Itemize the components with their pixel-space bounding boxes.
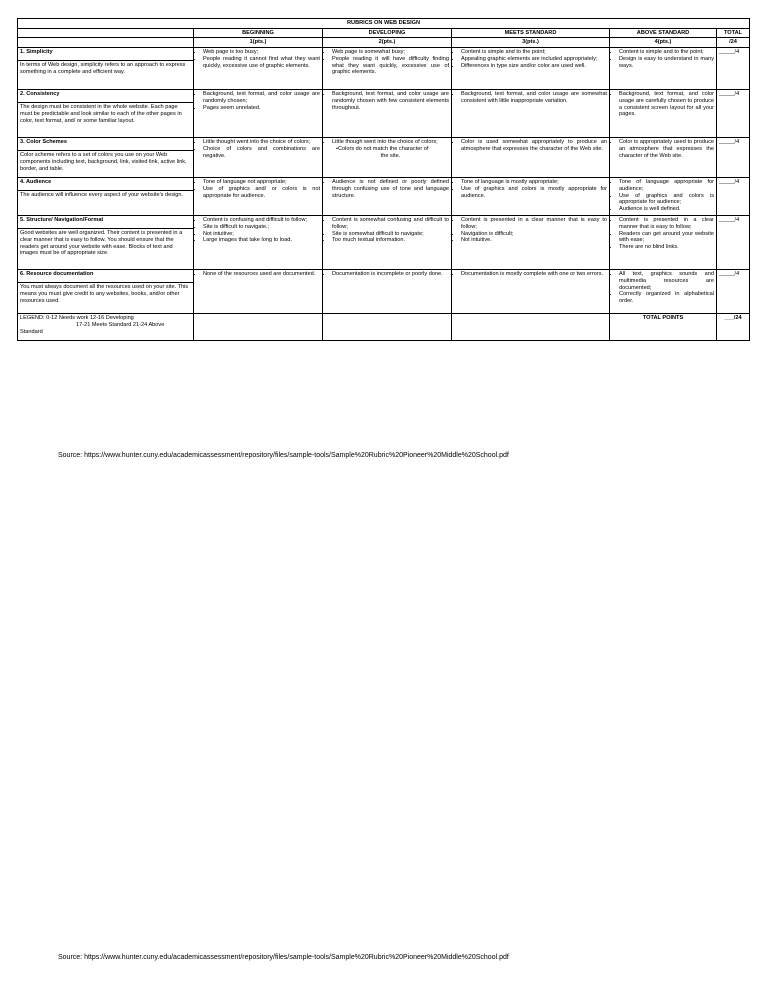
score-field[interactable]: _____/4	[717, 48, 750, 90]
cell-developing	[323, 216, 452, 270]
list-item: • Web page is too busy;	[203, 49, 320, 56]
list-item: • Background, text format, and color usage are randomly chosen with few consistent elements throughout.	[332, 91, 449, 111]
header-beginning: BEGINNING	[194, 28, 323, 38]
rubric-table	[17, 18, 750, 341]
legend	[18, 314, 194, 341]
criterion-name: 1. Simplicity	[18, 48, 194, 61]
score-field[interactable]: _____/4	[717, 216, 750, 270]
list-item: • Audience is well defined.	[619, 206, 714, 213]
points-blank	[18, 38, 194, 48]
header-blank	[18, 28, 194, 38]
score-field[interactable]: _____/4	[717, 138, 750, 178]
list-item: • Correctly organized in alphabetical order.	[619, 291, 714, 304]
cell-meets	[452, 138, 610, 178]
criterion-name: 2. Consistency	[18, 90, 194, 103]
cell-above	[610, 270, 717, 314]
criterion-description: The design must be consistent in the whole website. Each page must be predictable and look similar to each of the other pages in color, text format, and/ or some familiar layout.	[18, 103, 194, 138]
list-item: • All text, graphics sounds and multimedia resources are documented;	[619, 271, 714, 291]
legend-blank	[323, 314, 452, 341]
score-field[interactable]: _____/4	[717, 270, 750, 314]
points-developing: 2(pts.)	[323, 38, 452, 48]
points-meets-standard: 3(pts.)	[452, 38, 610, 48]
list-item: • Content is simple and to the point;	[619, 49, 714, 56]
cell-meets	[452, 90, 610, 138]
list-item: • Too much textual information.	[332, 237, 449, 244]
legend-blank	[452, 314, 610, 341]
list-item: • None of the resources used are documented.	[203, 271, 320, 278]
list-item: • Color is used somewhat appropriately to produce an atmosphere that expresses the character of the Web site.	[461, 139, 607, 152]
list-item: • Little thought went into the choice of colors;	[203, 139, 320, 146]
list-item: • Differences in type size and/or color are used well.	[461, 63, 607, 70]
cell-beginning	[194, 90, 323, 138]
list-item: • Site is somewhat difficult to navigate;	[332, 231, 449, 238]
list-item: • Color is appropriately used to produce an atmosphere that expresses the character of the Web site.	[619, 139, 714, 159]
total-points-label: TOTAL POINTS	[610, 314, 717, 341]
list-item: • People reading it will have difficulty finding what they want quickly, excessive use of graphic elements.	[332, 56, 449, 76]
list-item: • Use of graphics and/ or colors is not appropriate for audience.	[203, 186, 320, 199]
list-item: • Background, text format, and color usage are randomly chosen;	[203, 91, 320, 104]
list-item: • Pages seem unrelated.	[203, 105, 320, 112]
list-item: • Documentation is incomplete or poorly done.	[332, 271, 449, 278]
list-item: • Not intuitive;	[203, 231, 320, 238]
criterion-description: You must always document all the resources used on your site. This means you must give credit to any websites, books, and/or other resources used.	[18, 283, 194, 314]
header-meets-standard: MEETS STANDARD	[452, 28, 610, 38]
cell-developing	[323, 138, 452, 178]
list-item: • Content is simple and to the point;	[461, 49, 607, 56]
source-citation-footer: Source: https://www.hunter.cuny.edu/academicassessment/repository/files/sample-tools/Sample%20Rubric%20Pioneer%20Middle%20School.pdf	[58, 954, 509, 961]
criterion-description: Good websites are well organized. Their content is presented in a clear manner that is easy to follow. You should ensure that the readers get around your website with ease. Blocks of text and images must be of appropriate size.	[18, 229, 194, 270]
cell-above	[610, 178, 717, 216]
criterion-name: 6. Resource documentation	[18, 270, 194, 283]
cell-meets	[452, 178, 610, 216]
cell-beginning	[194, 216, 323, 270]
points-beginning: 1(pts.)	[194, 38, 323, 48]
list-item: • Background, text format, and color usage are carefully chosen to produce a consistent screen layout for all your pages.	[619, 91, 714, 118]
list-item: • Colors do not match the character of	[336, 146, 449, 153]
criterion-description: The audience will influence every aspect of your website's design.	[18, 191, 194, 216]
cell-developing	[323, 178, 452, 216]
list-item: • Audience is not defined or poorly defined through confusing use of tone and language structure.	[332, 179, 449, 199]
list-item: • Choice of colors and combinations are negative.	[203, 146, 320, 159]
list-item: • Content is confusing and difficult to follow;	[203, 217, 320, 224]
legend-blank	[194, 314, 323, 341]
list-item: • Not intuitive.	[461, 237, 607, 244]
list-item: • Use of graphics and colors is appropriate for audience;	[619, 193, 714, 206]
list-item: • Documentation is mostly complete with one or two errors.	[461, 271, 607, 278]
list-item: • Navigation is difficult;	[461, 231, 607, 238]
cell-meets	[452, 216, 610, 270]
list-item: • Content is presented in a clear manner that is easy to follow;	[619, 217, 714, 230]
list-item: • Site is difficult to navigate.;	[203, 224, 320, 231]
list-item: • Web page is somewhat busy;	[332, 49, 449, 56]
list-item: • Design is easy to understand in many ways.	[619, 56, 714, 69]
points-above-standard: 4(pts.)	[610, 38, 717, 48]
criterion-name: 4. Audience	[18, 178, 194, 191]
cell-above	[610, 216, 717, 270]
list-item: • Content is somewhat confusing and difficult to follow;	[332, 217, 449, 230]
list-item: • Little though went into the choice of colors;	[332, 139, 449, 146]
list-item: • There are no blind links.	[619, 244, 714, 251]
list-item: • Tone of language appropriate for audience;	[619, 179, 714, 192]
list-item: • Tone of language is mostly appropriate;	[461, 179, 607, 186]
score-field[interactable]: _____/4	[717, 90, 750, 138]
legend-line: LEGEND: 0-12 Needs work 12-16 Developing	[20, 315, 134, 322]
rubric-title: RUBRICS ON WEB DESIGN	[18, 19, 750, 29]
source-citation: Source: https://www.hunter.cuny.edu/academicassessment/repository/files/sample-tools/Sample%20Rubric%20Pioneer%20Middle%20School.pdf	[58, 452, 509, 459]
list-item: • Appealing graphic elements are included appropriately;	[461, 56, 607, 63]
cell-developing	[323, 270, 452, 314]
header-above-standard: ABOVE STANDARD	[610, 28, 717, 38]
legend-line: Standard	[20, 328, 43, 335]
criterion-description: In terms of Web design, simplicity refers to an approach to express something in a complete and efficient way.	[18, 61, 194, 90]
list-item: • Background, text format, and color usage are somewhat consistent with little inappropriate variation.	[461, 91, 607, 104]
list-item: • Large images that take long to load.	[203, 237, 320, 244]
total-points-field[interactable]: ___/24	[717, 314, 750, 341]
cell-meets	[452, 48, 610, 90]
score-field[interactable]: _____/4	[717, 178, 750, 216]
criterion-name: 5. Structure/ Navigation/Format	[18, 216, 194, 229]
legend-line: 17-21 Meets Standard 21-24 Above	[76, 321, 165, 328]
cell-developing	[323, 48, 452, 90]
list-item: • Tone of language not appropriate;	[203, 179, 320, 186]
list-item: the site.	[380, 152, 401, 159]
cell-beginning	[194, 270, 323, 314]
cell-meets	[452, 270, 610, 314]
header-developing: DEVELOPING	[323, 28, 452, 38]
cell-above	[610, 90, 717, 138]
criterion-description: Color scheme refers to a set of colors you use on your Web components including text, background, link, visited link, active link, border, and table.	[18, 151, 194, 178]
cell-beginning	[194, 178, 323, 216]
cell-above	[610, 138, 717, 178]
header-total: TOTAL	[717, 28, 750, 38]
list-item: • Content is presented in a clear manner that is easy to follow;	[461, 217, 607, 230]
criterion-name: 3. Color Schemes	[18, 138, 194, 151]
list-item: • People reading it cannot find what they want quickly, excessive use of graphic elements.	[203, 56, 320, 69]
cell-above	[610, 48, 717, 90]
cell-beginning	[194, 138, 323, 178]
cell-developing	[323, 90, 452, 138]
points-total: /24	[717, 38, 750, 48]
list-item: • Readers can get around your website with ease;	[619, 231, 714, 244]
list-item: • Use of graphics and colors is mostly appropriate for audience.	[461, 186, 607, 199]
cell-beginning	[194, 48, 323, 90]
